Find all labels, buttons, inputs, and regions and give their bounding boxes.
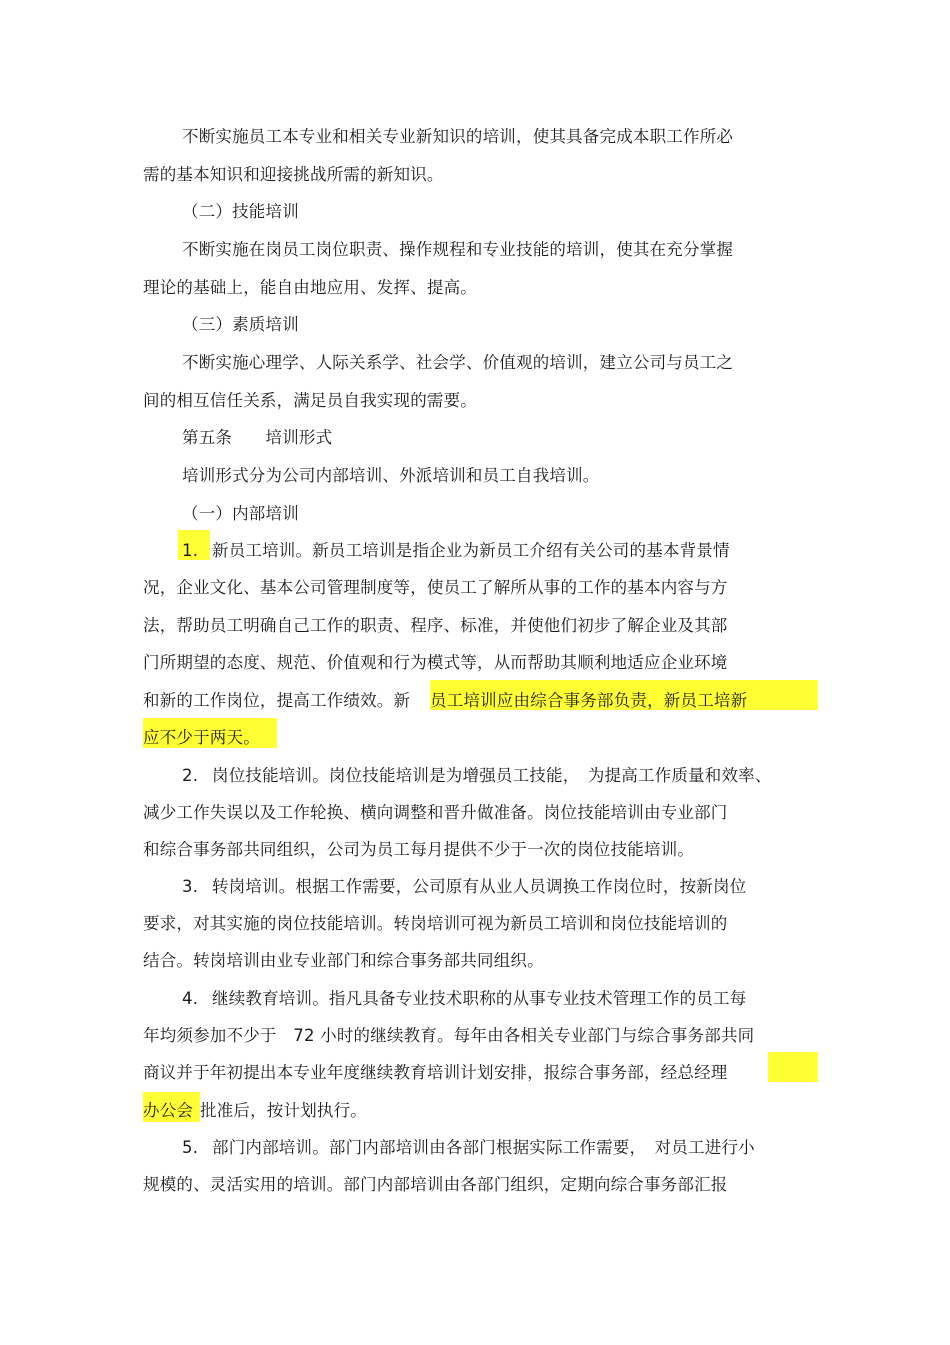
text-line: 新员工培训。新员工培训是指企业为新员工介绍有关公司的基本背景情 (212, 541, 730, 560)
list-number: 1. (182, 541, 199, 560)
text-line: 继续教育培训。指凡具备专业技术职称的从事专业技术管理工作的员工每 (212, 989, 747, 1008)
text-line: 不断实施在岗员工岗位职责、操作规程和专业技能的培训，使其在充分掌握 (182, 240, 734, 259)
text-line: 不断实施员工本专业和相关专业新知识的培训，使其具备完成本职工作所必 (182, 127, 734, 146)
list-number: 3. (182, 877, 199, 896)
text-line: 岗位技能培训。岗位技能培训是为增强员工技能， 为提高工作质量和效率、 (212, 766, 772, 785)
text-line: 法，帮助员工明确自己工作的职责、程序、标准，并使他们初步了解企业及其部 (143, 616, 728, 635)
text-line: 商议并于年初提出本专业年度继续教育培训计划安排，报综合事务部，经总经理 (143, 1063, 728, 1082)
text-line: 年均须参加不少于 72 小时的继续教育。每年由各相关专业部门与综合事务部共同 (143, 1026, 755, 1045)
section-heading: （一）内部培训 (182, 504, 299, 523)
text-line: 和新的工作岗位，提高工作绩效。新 (143, 691, 411, 710)
text-line: 理论的基础上，能自由地应用、发挥、提高。 (143, 278, 477, 297)
text-line: 门所期望的态度、规范、价值观和行为模式等，从而帮助其顺利地适应企业环境 (143, 653, 728, 672)
text-line: 间的相互信任关系，满足员自我实现的需要。 (143, 391, 477, 410)
text-line: 需的基本知识和迎接挑战所需的新知识。 (143, 165, 444, 184)
highlighted-text: 员工培训应由综合事务部负责，新员工培新 (430, 691, 748, 710)
highlight-manager-a (768, 1052, 818, 1082)
text-line: 不断实施心理学、人际关系学、社会学、价值观的培训，建立公司与员工之 (182, 353, 734, 372)
list-number: 2. (182, 766, 199, 785)
highlighted-text: 办公会 (143, 1101, 194, 1120)
text-line: 和综合事务部共同组织，公司为员工每月提供不少于一次的岗位技能培训。 (143, 840, 695, 859)
text-line: 减少工作失误以及工作轮换、横向调整和晋升做准备。岗位技能培训由专业部门 (143, 803, 728, 822)
highlighted-text: 应不少于两天。 (143, 728, 260, 747)
text-line: 要求，对其实施的岗位技能培训。转岗培训可视为新员工培训和岗位技能培训的 (143, 914, 728, 933)
text-line: 批准后，按计划执行。 (200, 1101, 367, 1120)
article-heading: 第五条 培训形式 (182, 428, 333, 447)
list-number: 5. (182, 1138, 199, 1157)
text-line: 规模的、灵活实用的培训。部门内部培训由各部门组织，定期向综合事务部汇报 (143, 1175, 728, 1194)
section-heading: （二）技能培训 (182, 202, 299, 221)
text-line: 转岗培训。根据工作需要，公司原有从业人员调换工作岗位时，按新岗位 (212, 877, 747, 896)
text-line: 况，企业文化、基本公司管理制度等，使员工了解所从事的工作的基本内容与方 (143, 578, 728, 597)
text-line: 结合。转岗培训由业专业部门和综合事务部共同组织。 (143, 951, 544, 970)
section-heading: （三）素质培训 (182, 315, 299, 334)
text-line: 培训形式分为公司内部培训、外派培训和员工自我培训。 (182, 466, 600, 485)
list-number: 4. (182, 989, 199, 1008)
text-line: 部门内部培训。部门内部培训由各部门根据实际工作需要， 对员工进行小 (212, 1138, 755, 1157)
